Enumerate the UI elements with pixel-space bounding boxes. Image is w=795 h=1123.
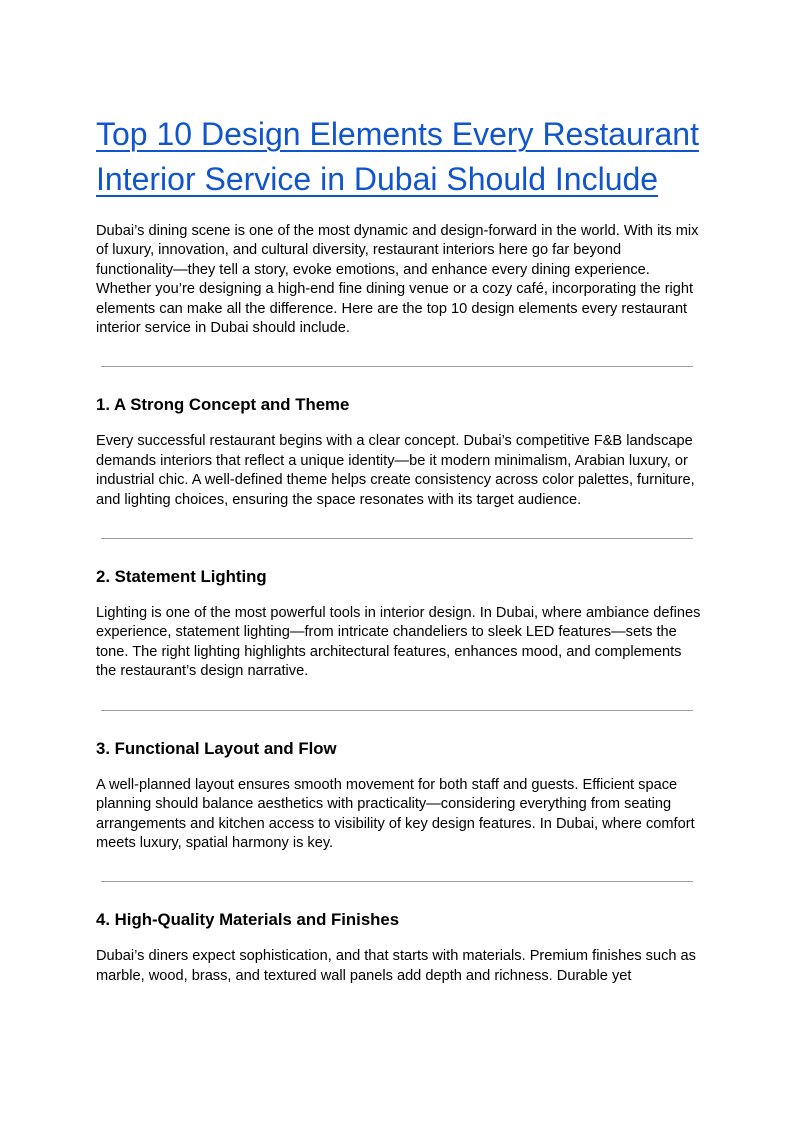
section-paragraph: Lighting is one of the most powerful tools in interior design. In Dubai, where ambiance defines experience, statement lighting—from intricate chandeliers to sleek LED features—sets the tone. The right lighting highlights architectural features, enhances mood, and complements the restaurant’s design narrative. [96, 605, 701, 680]
horizontal-divider [101, 881, 693, 882]
horizontal-divider [101, 538, 693, 539]
horizontal-divider [101, 366, 693, 367]
section-heading: 4. High-Quality Materials and Finishes [96, 910, 400, 930]
section-paragraph: A well-planned layout ensures smooth movement for both staff and guests. Efficient space planning should balance aesthetics with practicality—considering everything from seating arrangements and kitchen access to visibility of key design features. In Dubai, where comfort meets luxury, spatial harmony is key. [96, 776, 695, 851]
section-heading: 3. Functional Layout and Flow [96, 738, 337, 758]
section-heading: 1. A Strong Concept and Theme [96, 395, 350, 415]
horizontal-divider [101, 710, 693, 711]
section-paragraph: Every successful restaurant begins with a clear concept. Dubai’s competitive F&B landscape demands interiors that reflect a unique identity—be it modern minimalism, Arabian luxury, or industrial chic. A well-defined theme helps create consistency across color palettes, furniture, and lighting choices, ensuring the space resonates with its target audience. [96, 433, 695, 508]
intro-paragraph: Dubai’s dining scene is one of the most dynamic and design-forward in the world. With its mix of luxury, innovation, and cultural diversity, restaurant interiors here go far beyond functionality—they tell a story, evoke emotions, and enhance every dining experience. Whether you’re designing a high-end fine dining venue or a cozy café, incorporating the right elements can make all the difference. Here are the top 10 design elements every restaurant interior service in Dubai should include. [96, 223, 699, 337]
section-paragraph: Dubai’s diners expect sophistication, and that starts with materials. Premium finishes such as marble, wood, brass, and textured wall panels add depth and richness. Durable yet [96, 948, 696, 984]
document-title-link[interactable]: Top 10 Design Elements Every Restaurant Interior Service in Dubai Should Include [96, 116, 699, 197]
document-page [96, 112, 702, 986]
section-heading: 2. Statement Lighting [96, 567, 267, 587]
